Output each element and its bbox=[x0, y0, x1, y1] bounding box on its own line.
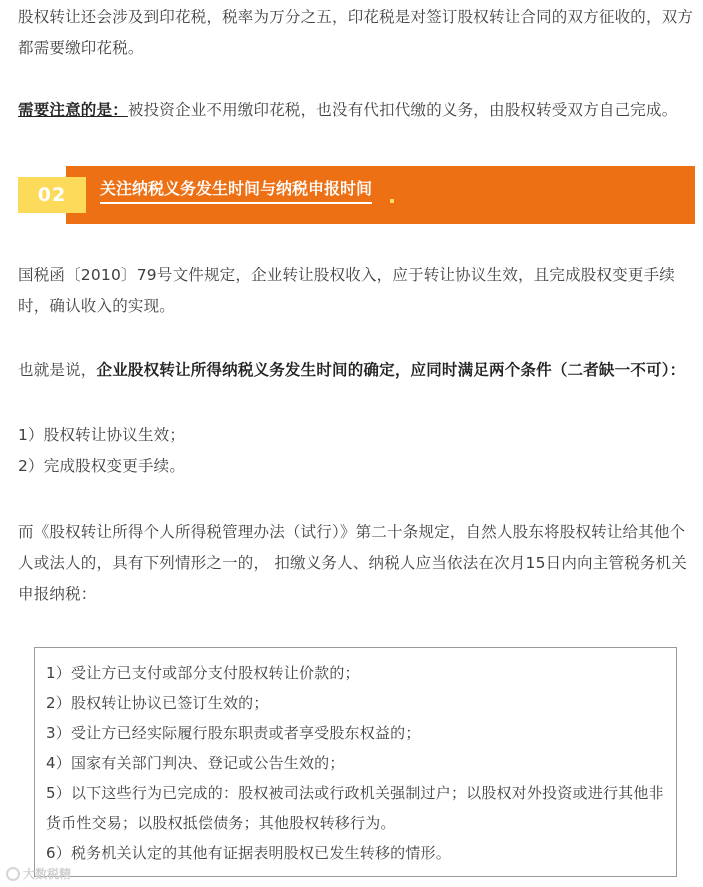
condition-item-2: 2）完成股权变更手续。 bbox=[18, 457, 186, 475]
conditions-intro-strong: 企业股权转让所得纳税义务发生时间的确定，应同时满足两个条件（二者缺一不可）： bbox=[96, 361, 686, 379]
list-item: 4）国家有关部门判决、登记或公告生效的； bbox=[46, 754, 345, 772]
circumstances-list-box bbox=[34, 647, 677, 877]
note-paragraph bbox=[18, 95, 694, 126]
list-item: 3）受让方已经实际履行股东职责或者享受股东权益的； bbox=[46, 724, 421, 742]
list-item: 2）股权转让协议已签订生效的； bbox=[46, 694, 269, 712]
section-title: 关注纳税义务发生时间与纳税申报时间 bbox=[100, 177, 372, 204]
regulation-paragraph: 国税函〔2010〕79号文件规定，企业转让股权收入，应于转让协议生效，且完成股权变更手续时，确认收入的实现。 bbox=[18, 266, 675, 315]
list-item: 1）受让方已支付或部分支付股权转让价款的； bbox=[46, 664, 360, 682]
list-item: 5）以下这些行为已完成的：股权被司法或行政机关强制过户；以股权对外投资或进行其他非货币性交易；以股权抵偿债务；其他股权转移行为。 bbox=[46, 784, 664, 832]
note-text: 被投资企业不用缴印花税，也没有代扣代缴的义务，由股权转受双方自己完成。 bbox=[127, 101, 678, 119]
note-label: 需要注意的是： bbox=[18, 101, 128, 119]
conditions-intro-paragraph bbox=[18, 355, 694, 386]
circle-logo-icon bbox=[6, 867, 20, 881]
personal-tax-paragraph: 而《股权转让所得个人所得税管理办法（试行）》第二十条规定，自然人股东将股权转让给其他个人或法人的，具有下列情形之一的， 扣缴义务人、纳税人应当依法在次月15日内向主管税务机关申报纳税： bbox=[18, 523, 687, 603]
section-number-badge: 02 bbox=[18, 177, 86, 213]
conditions-intro-prefix: 也就是说， bbox=[18, 361, 97, 379]
section-title-dot bbox=[390, 199, 394, 203]
section-header bbox=[18, 166, 695, 224]
condition-item-1: 1）股权转让协议生效； bbox=[18, 426, 186, 444]
watermark-text: 大数税精 bbox=[23, 867, 72, 881]
stamp-tax-paragraph: 股权转让还会涉及到印花税，税率为万分之五，印花税是对签订股权转让合同的双方征收的，双方都需要缴印花税。 bbox=[18, 8, 694, 57]
list-item: 6）税务机关认定的其他有证据表明股权已发生转移的情形。 bbox=[46, 844, 451, 862]
watermark bbox=[6, 864, 71, 884]
